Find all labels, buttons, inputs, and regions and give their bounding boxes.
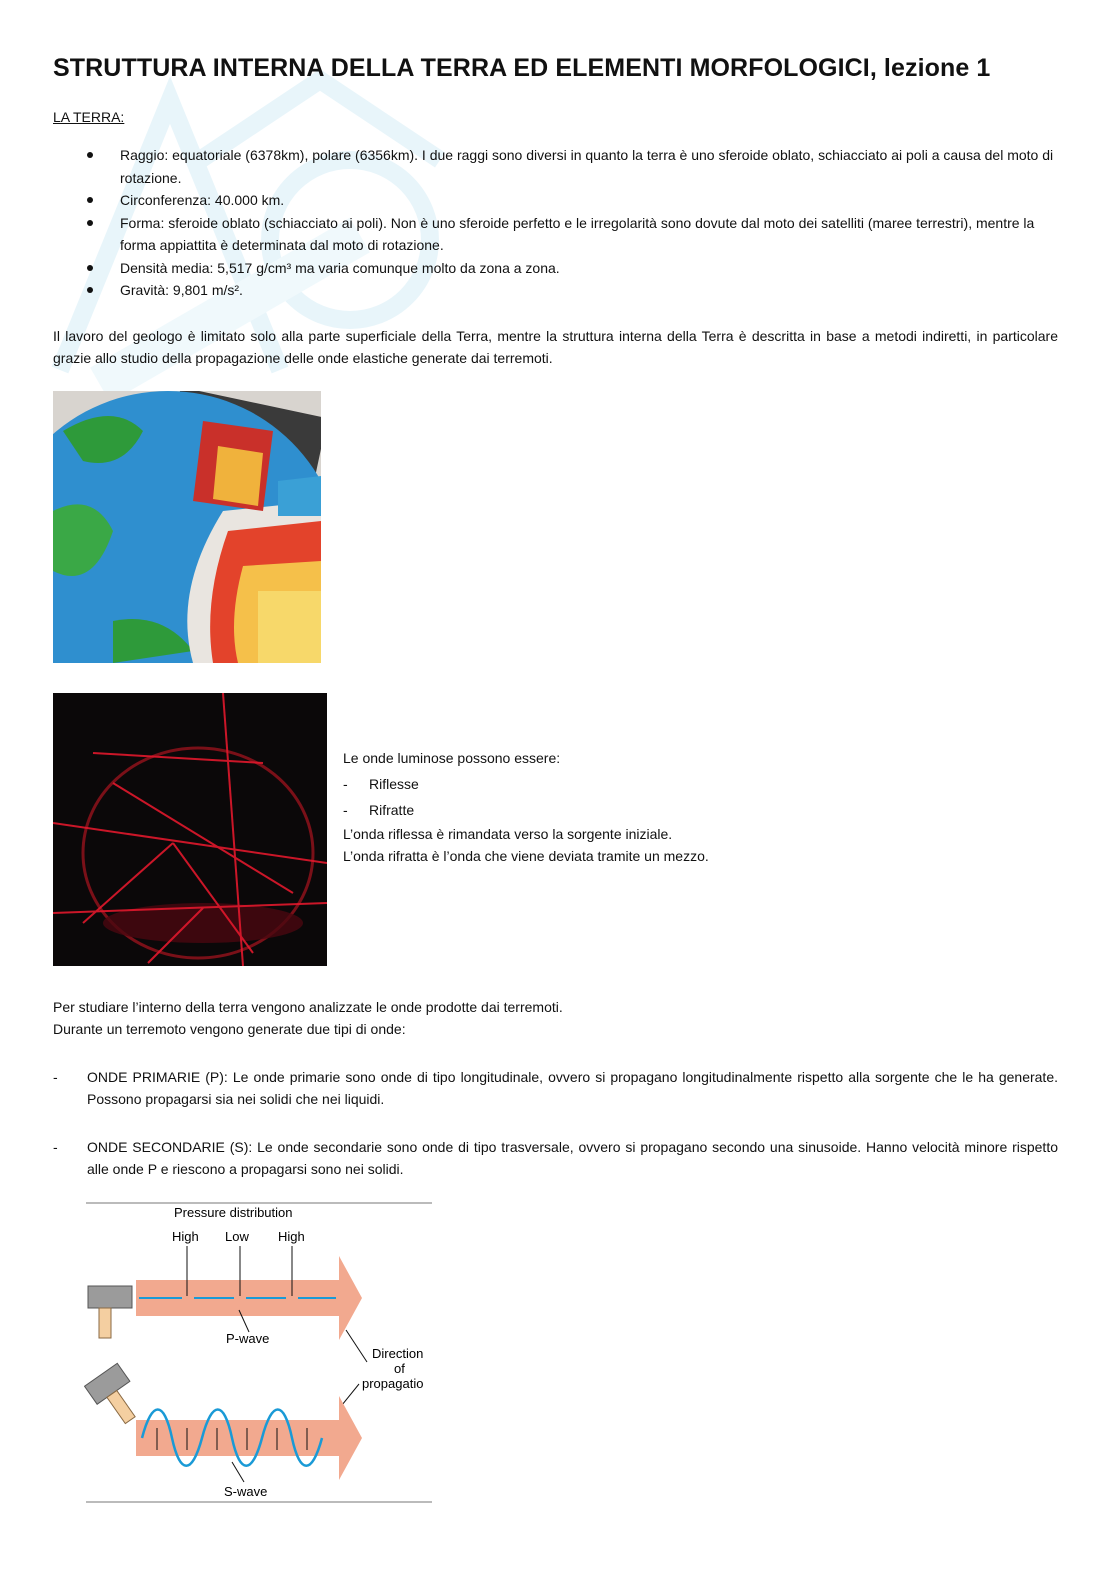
- list-item: Gravità: 9,801 m/s².: [53, 279, 1058, 302]
- list-item: - Riflesse: [343, 776, 419, 792]
- earth-facts-list: [53, 144, 1058, 302]
- earth-cutaway-image: [53, 391, 321, 663]
- bullet-icon: [87, 220, 93, 226]
- seismic-waves-diagram: [84, 1200, 434, 1505]
- list-item: - ONDE PRIMARIE (P): Le onde primarie sono onde di tipo longitudinale, ovvero si propagano longitudinalmente rispetto alla sorgente che le ha generate. Possono propagarsi sia nei solidi che nei liquidi.: [53, 1069, 1058, 1107]
- bullet-icon: [87, 287, 93, 293]
- refracted-wave-text: L’onda rifratta è l’onda che viene deviata tramite un mezzo.: [343, 848, 709, 864]
- pressure-distribution-label: Pressure distribution: [174, 1205, 293, 1220]
- study-line-2: Durante un terremoto vengono generate due tipi di onde:: [53, 1021, 406, 1037]
- s-wave-arrow: [136, 1396, 362, 1480]
- direction-label-3: propagatio: [362, 1376, 424, 1391]
- list-item: Densità media: 5,517 g/cm³ ma varia comunque molto da zona a zona.: [53, 257, 1058, 280]
- list-item: Raggio: equatoriale (6378km), polare (6356km). I due raggi sono diversi in quanto la terra è uno sferoide oblato, schiacciato ai poli a causa del moto di rotazione.: [53, 144, 1058, 189]
- page-title: STRUTTURA INTERNA DELLA TERRA ED ELEMENTI MORFOLOGICI, lezione 1: [53, 54, 991, 82]
- wave-type-secondary: [53, 1136, 1058, 1180]
- direction-label-1: Direction: [372, 1346, 424, 1361]
- bullet-icon: [87, 265, 93, 271]
- section-heading: LA TERRA:: [53, 109, 125, 125]
- light-refraction-image: [53, 693, 327, 966]
- wave-type-primary: [53, 1066, 1058, 1110]
- list-item: Forma: sferoide oblato (schiacciato ai poli). Non è uno sferoide perfetto e le irregolarità sono dovute dal moto dei satelliti (maree terrestri), mentre la forma appiattita è determinata dal moto di rotazione.: [53, 212, 1058, 257]
- direction-label-2: of: [394, 1361, 405, 1376]
- reflected-wave-text: L’onda riflessa è rimandata verso la sorgente iniziale.: [343, 826, 673, 842]
- light-waves-caption: [343, 747, 863, 867]
- bullet-icon: [87, 152, 93, 158]
- study-line-1: Per studiare l’interno della terra vengono analizzate le onde prodotte dai terremoti.: [53, 999, 563, 1015]
- p-wave-label: P-wave: [226, 1331, 270, 1346]
- s-wave-label: S-wave: [224, 1484, 268, 1499]
- list-item: Circonferenza: 40.000 km.: [53, 189, 1058, 212]
- light-waves-intro: Le onde luminose possono essere:: [343, 750, 561, 766]
- hammer-icon: [88, 1286, 132, 1338]
- intro-paragraph: Il lavoro del geologo è limitato solo alla parte superficiale della Terra, mentre la struttura interna della Terra è descritta in base a metodi indiretti, in particolare grazie allo studio della propagazione delle onde elastiche generate dai terremoti.: [53, 328, 1058, 366]
- list-item: - ONDE SECONDARIE (S): Le onde secondarie sono onde di tipo trasversale, ovvero si propagano secondo una sinusoide. Hanno velocità minore rispetto alle onde P e riescono a propagarsi sono nei solidi.: [53, 1139, 1058, 1177]
- list-item: - Rifratte: [343, 801, 415, 818]
- high-label-2: High: [278, 1229, 305, 1244]
- bullet-icon: [87, 197, 93, 203]
- high-label-1: High: [172, 1229, 199, 1244]
- low-label: Low: [225, 1229, 249, 1244]
